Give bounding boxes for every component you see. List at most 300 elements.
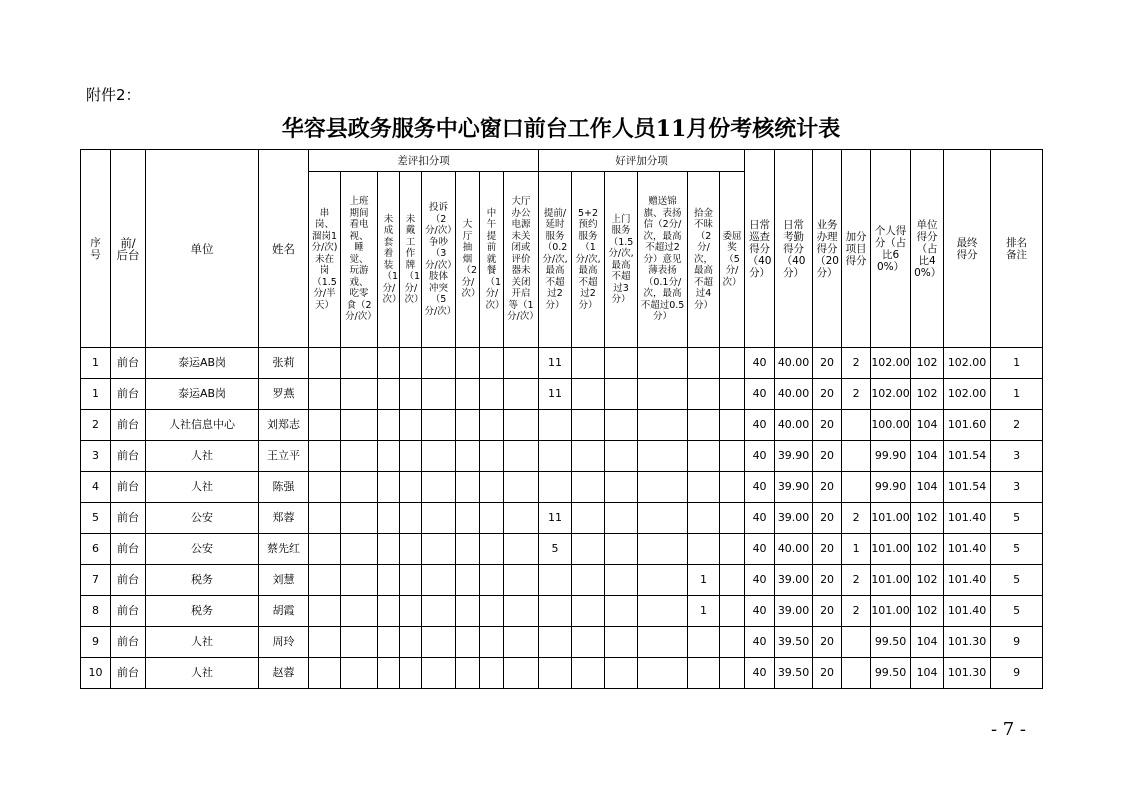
cell-rank: 2 xyxy=(991,410,1043,441)
cell-b-visit xyxy=(605,534,638,565)
cell-rank: 9 xyxy=(991,627,1043,658)
header-bonus-score: 加分项目得分 xyxy=(842,150,871,348)
table-row xyxy=(81,503,1043,534)
cell-d8 xyxy=(504,503,539,534)
cell-b-banner xyxy=(638,348,688,379)
cell-b-early: 11 xyxy=(539,379,572,410)
cell-b-lost xyxy=(688,348,720,379)
cell-unit-score: 102 xyxy=(911,565,944,596)
cell-d5 xyxy=(422,410,456,441)
cell-d7 xyxy=(480,472,504,503)
header-front: 前/后台 xyxy=(111,150,146,348)
cell-final: 101.40 xyxy=(944,565,991,596)
cell-unit-score: 104 xyxy=(911,472,944,503)
cell-b-appt xyxy=(572,503,605,534)
cell-front: 前台 xyxy=(111,534,146,565)
cell-unit-score: 102 xyxy=(911,503,944,534)
cell-business: 20 xyxy=(813,348,842,379)
cell-unit-score: 102 xyxy=(911,596,944,627)
cell-b-grievance xyxy=(720,503,745,534)
cell-name: 周玲 xyxy=(259,627,309,658)
cell-d4 xyxy=(400,596,422,627)
cell-d3 xyxy=(378,441,400,472)
cell-b-early xyxy=(539,441,572,472)
cell-d6 xyxy=(456,379,480,410)
cell-b-banner xyxy=(638,472,688,503)
cell-d1 xyxy=(309,348,341,379)
cell-b-appt xyxy=(572,441,605,472)
cell-b-appt xyxy=(572,565,605,596)
cell-d1 xyxy=(309,565,341,596)
cell-d1 xyxy=(309,379,341,410)
cell-attend: 39.00 xyxy=(775,503,813,534)
cell-personal: 99.90 xyxy=(871,441,911,472)
cell-personal: 102.00 xyxy=(871,348,911,379)
cell-attend: 39.90 xyxy=(775,472,813,503)
cell-d4 xyxy=(400,410,422,441)
cell-rank: 5 xyxy=(991,596,1043,627)
cell-unit-score: 102 xyxy=(911,379,944,410)
cell-d2 xyxy=(341,379,378,410)
cell-b-lost xyxy=(688,410,720,441)
cell-business: 20 xyxy=(813,565,842,596)
cell-business: 20 xyxy=(813,379,842,410)
header-bonus-4: 赠送锦旗、表扬信（2分/次，最高不超过2分）意见薄表扬（0.1分/次，最高不超过0.5分） xyxy=(638,172,688,348)
cell-name: 王立平 xyxy=(259,441,309,472)
header-deduct-6: 大厅抽烟（2分/次） xyxy=(456,172,480,348)
cell-b-visit xyxy=(605,472,638,503)
header-seq: 序号 xyxy=(81,150,111,348)
cell-b-visit xyxy=(605,658,638,689)
cell-d3 xyxy=(378,658,400,689)
cell-b-grievance xyxy=(720,565,745,596)
cell-d5 xyxy=(422,534,456,565)
cell-bonus: 1 xyxy=(842,534,871,565)
cell-inspect: 40 xyxy=(745,348,775,379)
cell-d4 xyxy=(400,627,422,658)
cell-b-visit xyxy=(605,503,638,534)
cell-unit: 泰运AB岗 xyxy=(146,348,259,379)
cell-d4 xyxy=(400,441,422,472)
cell-b-early xyxy=(539,410,572,441)
cell-b-appt xyxy=(572,348,605,379)
cell-attend: 39.00 xyxy=(775,596,813,627)
cell-front: 前台 xyxy=(111,348,146,379)
cell-final: 102.00 xyxy=(944,348,991,379)
cell-front: 前台 xyxy=(111,596,146,627)
cell-unit: 人社 xyxy=(146,658,259,689)
cell-b-banner xyxy=(638,441,688,472)
cell-unit: 税务 xyxy=(146,596,259,627)
cell-d6 xyxy=(456,410,480,441)
cell-personal: 99.50 xyxy=(871,658,911,689)
cell-d3 xyxy=(378,410,400,441)
cell-unit-score: 102 xyxy=(911,348,944,379)
cell-final: 101.30 xyxy=(944,627,991,658)
cell-name: 刘郑志 xyxy=(259,410,309,441)
cell-rank: 9 xyxy=(991,658,1043,689)
cell-front: 前台 xyxy=(111,410,146,441)
cell-b-visit xyxy=(605,441,638,472)
cell-attend: 40.00 xyxy=(775,410,813,441)
cell-rank: 5 xyxy=(991,565,1043,596)
cell-d2 xyxy=(341,596,378,627)
cell-b-lost xyxy=(688,627,720,658)
cell-b-appt xyxy=(572,379,605,410)
document-title: 华容县政务服务中心窗口前台工作人员11月份考核统计表 xyxy=(281,116,841,142)
cell-d5 xyxy=(422,503,456,534)
cell-inspect: 40 xyxy=(745,596,775,627)
header-business: 业务办理得分（20分） xyxy=(813,150,842,348)
cell-d8 xyxy=(504,472,539,503)
cell-attend: 40.00 xyxy=(775,534,813,565)
cell-name: 罗燕 xyxy=(259,379,309,410)
cell-d6 xyxy=(456,565,480,596)
cell-front: 前台 xyxy=(111,379,146,410)
cell-d7 xyxy=(480,534,504,565)
attachment-label: 附件2： xyxy=(86,86,141,104)
cell-d3 xyxy=(378,627,400,658)
header-deduct-4: 未戴工作牌（1分/次） xyxy=(400,172,422,348)
cell-b-grievance xyxy=(720,596,745,627)
cell-d7 xyxy=(480,503,504,534)
cell-unit: 人社 xyxy=(146,472,259,503)
cell-b-banner xyxy=(638,658,688,689)
cell-d1 xyxy=(309,596,341,627)
header-name: 姓名 xyxy=(259,150,309,348)
cell-business: 20 xyxy=(813,596,842,627)
cell-seq: 8 xyxy=(81,596,111,627)
cell-b-early xyxy=(539,658,572,689)
cell-b-grievance xyxy=(720,534,745,565)
cell-d8 xyxy=(504,627,539,658)
cell-d2 xyxy=(341,658,378,689)
cell-attend: 39.50 xyxy=(775,627,813,658)
cell-name: 蔡先红 xyxy=(259,534,309,565)
header-deduct-5: 投诉（2分/次）争吵（3分/次）肢体冲突（5分/次） xyxy=(422,172,456,348)
cell-d8 xyxy=(504,441,539,472)
cell-d6 xyxy=(456,441,480,472)
cell-d8 xyxy=(504,348,539,379)
cell-seq: 4 xyxy=(81,472,111,503)
cell-name: 赵蓉 xyxy=(259,658,309,689)
cell-seq: 2 xyxy=(81,410,111,441)
cell-final: 101.40 xyxy=(944,534,991,565)
cell-unit-score: 104 xyxy=(911,627,944,658)
cell-d2 xyxy=(341,348,378,379)
cell-seq: 1 xyxy=(81,348,111,379)
header-deduct-7: 中午提前就餐（1分/次） xyxy=(480,172,504,348)
cell-b-early: 11 xyxy=(539,503,572,534)
cell-personal: 100.00 xyxy=(871,410,911,441)
cell-unit: 人社信息中心 xyxy=(146,410,259,441)
header-deduct-2: 上班期间看电视、睡觉、玩游戏、吃零食（2分/次） xyxy=(341,172,378,348)
header-deduct-group: 差评扣分项 xyxy=(309,150,539,172)
cell-business: 20 xyxy=(813,658,842,689)
cell-name: 陈强 xyxy=(259,472,309,503)
cell-final: 102.00 xyxy=(944,379,991,410)
table-row xyxy=(81,441,1043,472)
cell-b-appt xyxy=(572,410,605,441)
cell-d4 xyxy=(400,379,422,410)
cell-d8 xyxy=(504,565,539,596)
cell-d3 xyxy=(378,596,400,627)
cell-b-appt xyxy=(572,658,605,689)
header-daily-attend: 日常考勤得分（40分） xyxy=(775,150,813,348)
cell-b-banner xyxy=(638,534,688,565)
cell-b-early: 11 xyxy=(539,348,572,379)
cell-unit: 人社 xyxy=(146,441,259,472)
cell-personal: 101.00 xyxy=(871,596,911,627)
cell-d1 xyxy=(309,627,341,658)
header-bonus-2: 5+2预约服务（1分/次,最高不超过2分） xyxy=(572,172,605,348)
cell-rank: 1 xyxy=(991,379,1043,410)
cell-name: 刘慧 xyxy=(259,565,309,596)
cell-attend: 39.90 xyxy=(775,441,813,472)
cell-front: 前台 xyxy=(111,565,146,596)
cell-d3 xyxy=(378,534,400,565)
cell-inspect: 40 xyxy=(745,410,775,441)
cell-d3 xyxy=(378,565,400,596)
cell-bonus: 2 xyxy=(842,596,871,627)
cell-d7 xyxy=(480,596,504,627)
cell-b-appt xyxy=(572,472,605,503)
cell-d5 xyxy=(422,472,456,503)
cell-personal: 99.50 xyxy=(871,627,911,658)
cell-front: 前台 xyxy=(111,441,146,472)
header-bonus-3: 上门服务（1.5分/次,最高不超过3分） xyxy=(605,172,638,348)
cell-rank: 3 xyxy=(991,441,1043,472)
cell-final: 101.60 xyxy=(944,410,991,441)
table-row xyxy=(81,379,1043,410)
table-row xyxy=(81,534,1043,565)
cell-seq: 1 xyxy=(81,379,111,410)
cell-d5 xyxy=(422,441,456,472)
cell-b-early xyxy=(539,472,572,503)
cell-personal: 101.00 xyxy=(871,565,911,596)
cell-b-appt xyxy=(572,534,605,565)
cell-b-grievance xyxy=(720,410,745,441)
cell-b-banner xyxy=(638,596,688,627)
cell-b-lost: 1 xyxy=(688,565,720,596)
cell-rank: 5 xyxy=(991,503,1043,534)
cell-front: 前台 xyxy=(111,627,146,658)
cell-d3 xyxy=(378,503,400,534)
cell-b-banner xyxy=(638,410,688,441)
cell-d7 xyxy=(480,348,504,379)
cell-d8 xyxy=(504,379,539,410)
cell-d3 xyxy=(378,472,400,503)
cell-final: 101.40 xyxy=(944,503,991,534)
cell-d5 xyxy=(422,596,456,627)
cell-d7 xyxy=(480,410,504,441)
cell-d6 xyxy=(456,658,480,689)
cell-inspect: 40 xyxy=(745,565,775,596)
cell-business: 20 xyxy=(813,441,842,472)
cell-b-grievance xyxy=(720,379,745,410)
cell-business: 20 xyxy=(813,472,842,503)
cell-unit-score: 102 xyxy=(911,534,944,565)
cell-front: 前台 xyxy=(111,503,146,534)
table-row xyxy=(81,472,1043,503)
cell-seq: 6 xyxy=(81,534,111,565)
cell-b-grievance xyxy=(720,472,745,503)
cell-b-early xyxy=(539,565,572,596)
cell-d2 xyxy=(341,565,378,596)
cell-d6 xyxy=(456,534,480,565)
table-row xyxy=(81,348,1043,379)
cell-d3 xyxy=(378,348,400,379)
cell-d2 xyxy=(341,627,378,658)
cell-inspect: 40 xyxy=(745,379,775,410)
cell-seq: 5 xyxy=(81,503,111,534)
cell-unit: 泰运AB岗 xyxy=(146,379,259,410)
cell-b-banner xyxy=(638,379,688,410)
cell-d8 xyxy=(504,658,539,689)
header-row-1 xyxy=(81,150,1043,172)
cell-d7 xyxy=(480,627,504,658)
header-unit: 单位 xyxy=(146,150,259,348)
cell-d7 xyxy=(480,441,504,472)
cell-seq: 10 xyxy=(81,658,111,689)
cell-d5 xyxy=(422,658,456,689)
cell-b-lost xyxy=(688,379,720,410)
cell-d2 xyxy=(341,410,378,441)
cell-b-lost xyxy=(688,472,720,503)
cell-d1 xyxy=(309,534,341,565)
cell-unit: 税务 xyxy=(146,565,259,596)
cell-d5 xyxy=(422,565,456,596)
cell-b-visit xyxy=(605,596,638,627)
cell-name: 胡霞 xyxy=(259,596,309,627)
cell-d2 xyxy=(341,441,378,472)
cell-bonus: 2 xyxy=(842,348,871,379)
cell-d7 xyxy=(480,565,504,596)
cell-attend: 40.00 xyxy=(775,379,813,410)
cell-unit-score: 104 xyxy=(911,658,944,689)
cell-d8 xyxy=(504,410,539,441)
cell-d8 xyxy=(504,534,539,565)
cell-bonus: 2 xyxy=(842,503,871,534)
cell-inspect: 40 xyxy=(745,627,775,658)
cell-d2 xyxy=(341,503,378,534)
cell-d1 xyxy=(309,472,341,503)
cell-d1 xyxy=(309,503,341,534)
table-row xyxy=(81,565,1043,596)
cell-b-visit xyxy=(605,410,638,441)
cell-d6 xyxy=(456,348,480,379)
cell-d1 xyxy=(309,441,341,472)
cell-name: 张莉 xyxy=(259,348,309,379)
page-number: - 7 - xyxy=(990,719,1026,740)
cell-seq: 7 xyxy=(81,565,111,596)
cell-b-lost xyxy=(688,658,720,689)
cell-business: 20 xyxy=(813,627,842,658)
cell-attend: 40.00 xyxy=(775,348,813,379)
cell-d4 xyxy=(400,472,422,503)
cell-d4 xyxy=(400,534,422,565)
cell-b-grievance xyxy=(720,627,745,658)
cell-rank: 5 xyxy=(991,534,1043,565)
cell-unit: 公安 xyxy=(146,534,259,565)
cell-d6 xyxy=(456,627,480,658)
cell-b-early xyxy=(539,596,572,627)
table-row xyxy=(81,596,1043,627)
cell-inspect: 40 xyxy=(745,503,775,534)
header-final: 最终得分 xyxy=(944,150,991,348)
cell-b-grievance xyxy=(720,441,745,472)
header-bonus-1: 提前/延时服务（0.2分/次,最高不超过2分） xyxy=(539,172,572,348)
cell-d5 xyxy=(422,627,456,658)
cell-d4 xyxy=(400,565,422,596)
table-row xyxy=(81,410,1043,441)
cell-b-early xyxy=(539,627,572,658)
cell-d2 xyxy=(341,472,378,503)
cell-bonus xyxy=(842,441,871,472)
cell-rank: 3 xyxy=(991,472,1043,503)
cell-final: 101.30 xyxy=(944,658,991,689)
header-personal: 个人得分（占比60%） xyxy=(871,150,911,348)
cell-bonus: 2 xyxy=(842,565,871,596)
cell-bonus xyxy=(842,658,871,689)
cell-d6 xyxy=(456,472,480,503)
cell-personal: 101.00 xyxy=(871,534,911,565)
header-deduct-3: 未成套着装（1分/次） xyxy=(378,172,400,348)
header-daily-inspect: 日常巡查得分（40分） xyxy=(745,150,775,348)
cell-business: 20 xyxy=(813,534,842,565)
header-unit-score: 单位得分（占比40%） xyxy=(911,150,944,348)
cell-b-appt xyxy=(572,596,605,627)
header-deduct-1: 串岗、溜岗1分/次)未在岗（1.5分/半天） xyxy=(309,172,341,348)
cell-seq: 3 xyxy=(81,441,111,472)
cell-name: 郑蓉 xyxy=(259,503,309,534)
cell-d7 xyxy=(480,658,504,689)
cell-b-grievance xyxy=(720,658,745,689)
cell-bonus: 2 xyxy=(842,379,871,410)
cell-bonus xyxy=(842,410,871,441)
header-deduct-8: 大厅办公电源未关闭或评价器未关闭开启等（1分/次） xyxy=(504,172,539,348)
cell-d6 xyxy=(456,596,480,627)
cell-b-lost xyxy=(688,441,720,472)
cell-b-lost xyxy=(688,503,720,534)
cell-d4 xyxy=(400,348,422,379)
cell-d8 xyxy=(504,596,539,627)
cell-personal: 101.00 xyxy=(871,503,911,534)
cell-d4 xyxy=(400,658,422,689)
cell-front: 前台 xyxy=(111,472,146,503)
header-rank: 排名备注 xyxy=(991,150,1043,348)
cell-d5 xyxy=(422,348,456,379)
cell-b-appt xyxy=(572,627,605,658)
cell-d7 xyxy=(480,379,504,410)
cell-b-grievance xyxy=(720,348,745,379)
cell-d6 xyxy=(456,503,480,534)
cell-final: 101.54 xyxy=(944,441,991,472)
cell-inspect: 40 xyxy=(745,472,775,503)
cell-b-banner xyxy=(638,565,688,596)
cell-b-early: 5 xyxy=(539,534,572,565)
cell-b-banner xyxy=(638,627,688,658)
header-bonus-group: 好评加分项 xyxy=(539,150,745,172)
cell-b-visit xyxy=(605,379,638,410)
cell-b-visit xyxy=(605,565,638,596)
table-row xyxy=(81,627,1043,658)
cell-d4 xyxy=(400,503,422,534)
cell-d2 xyxy=(341,534,378,565)
header-bonus-6: 委屈奖（5分/次） xyxy=(720,172,745,348)
cell-unit-score: 104 xyxy=(911,410,944,441)
cell-personal: 102.00 xyxy=(871,379,911,410)
